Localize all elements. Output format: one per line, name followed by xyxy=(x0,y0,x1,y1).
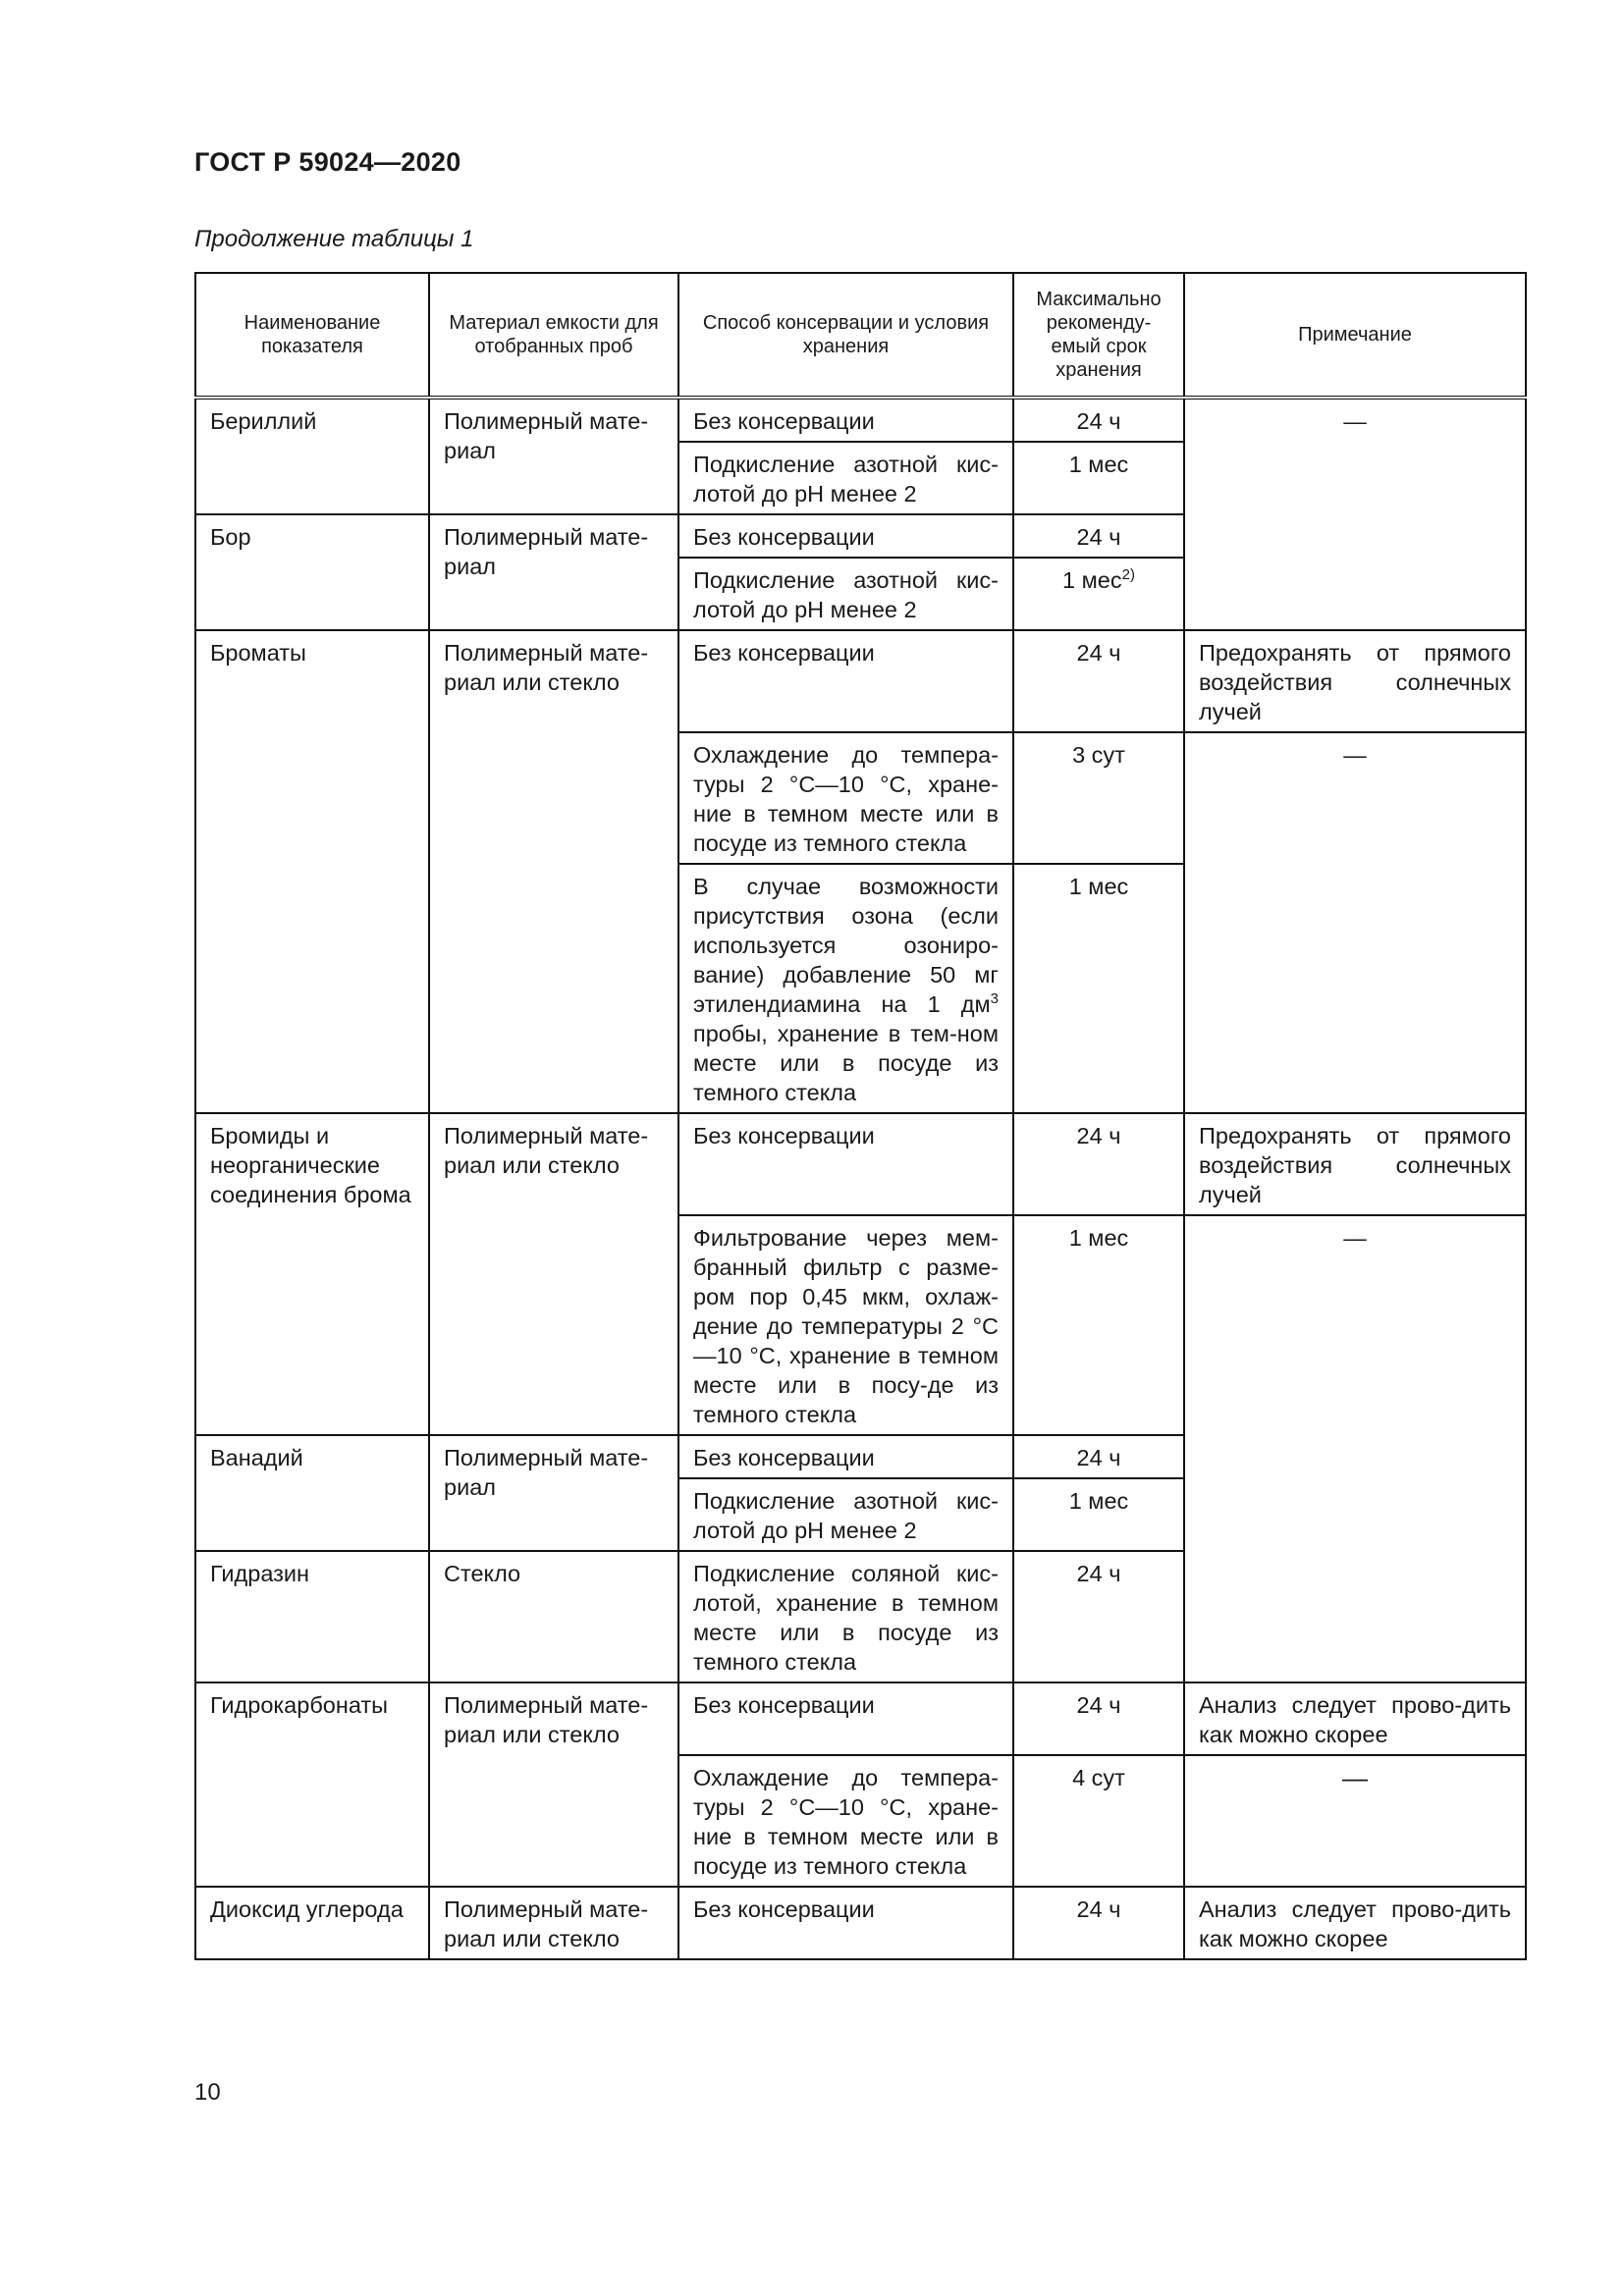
table-caption: Продолжение таблицы 1 xyxy=(194,226,474,252)
material-cell: Полимерный мате-риал или стекло xyxy=(429,630,678,1113)
method-cell: Подкисление азотной кис-лотой до pH менее 2 xyxy=(678,1478,1013,1551)
material-cell: Полимерный мате-риал xyxy=(429,398,678,514)
method-cell xyxy=(678,864,1013,1113)
method-cell: Без консервации xyxy=(678,1113,1013,1215)
note-cell: Анализ следует прово-дить как можно скорее xyxy=(1184,1887,1526,1959)
table-row xyxy=(195,1682,1526,1755)
method-cell: Без консервации xyxy=(678,398,1013,442)
method-cell: Подкисление соляной кис-лотой, хранение в темном месте или в посуде из темного стекла xyxy=(678,1551,1013,1682)
table-row xyxy=(195,398,1526,442)
storage-conditions-table xyxy=(194,272,1527,1960)
indicator-cell: Бромиды и неорганические соединения брома xyxy=(195,1113,429,1435)
note-cell: — xyxy=(1184,732,1526,1113)
material-cell: Полимерный мате-риал или стекло xyxy=(429,1113,678,1435)
method-text: В случае возможности присутствия озона (если используется озониро-вание) добавление 50 мг этилендиамина на 1 дм xyxy=(693,874,999,1017)
time-cell xyxy=(1013,558,1184,630)
header-preservation-method: Способ консервации и условия хранения xyxy=(678,273,1013,398)
method-cell: Без консервации xyxy=(678,1435,1013,1478)
method-cell: Подкисление азотной кис-лотой до pH менее 2 xyxy=(678,558,1013,630)
note-cell: — xyxy=(1184,1755,1526,1887)
method-cell: Охлаждение до темпера-туры 2 °С—10 °С, хране-ние в темном месте или в посуде из темного стекла xyxy=(678,1755,1013,1887)
note-cell: — xyxy=(1184,1215,1526,1682)
material-cell: Полимерный мате-риал xyxy=(429,1435,678,1551)
time-cell: 24 ч xyxy=(1013,1113,1184,1215)
method-cell: Охлаждение до темпера-туры 2 °С—10 °С, хране-ние в темном месте или в посуде из темного стекла xyxy=(678,732,1013,864)
time-cell: 1 мес xyxy=(1013,442,1184,514)
time-cell: 24 ч xyxy=(1013,1551,1184,1682)
time-cell: 24 ч xyxy=(1013,1435,1184,1478)
indicator-cell: Диоксид углерода xyxy=(195,1887,429,1959)
time-cell: 24 ч xyxy=(1013,1887,1184,1959)
time-value: 1 мес xyxy=(1062,567,1122,593)
table-row xyxy=(195,1113,1526,1215)
note-cell: Анализ следует прово-дить как можно скорее xyxy=(1184,1682,1526,1755)
header-note: Примечание xyxy=(1184,273,1526,398)
material-cell: Полимерный мате-риал xyxy=(429,514,678,630)
indicator-cell: Броматы xyxy=(195,630,429,1113)
indicator-cell: Гидрокарбонаты xyxy=(195,1682,429,1887)
time-cell: 24 ч xyxy=(1013,1682,1184,1755)
table-header-row xyxy=(195,273,1526,398)
footnote-mark: 2) xyxy=(1121,566,1135,584)
time-cell: 3 сут xyxy=(1013,732,1184,864)
method-cell: Без консервации xyxy=(678,514,1013,558)
method-cell: Без консервации xyxy=(678,1682,1013,1755)
time-cell: 4 сут xyxy=(1013,1755,1184,1887)
note-cell: Предохранять от прямого воздействия солнечных лучей xyxy=(1184,1113,1526,1215)
indicator-cell: Гидразин xyxy=(195,1551,429,1682)
time-cell: 24 ч xyxy=(1013,514,1184,558)
method-cell: Без консервации xyxy=(678,1887,1013,1959)
time-cell: 1 мес xyxy=(1013,1478,1184,1551)
method-cell: Без консервации xyxy=(678,630,1013,732)
header-container-material: Материал емкости для отобранных проб xyxy=(429,273,678,398)
time-cell: 1 мес xyxy=(1013,1215,1184,1435)
indicator-cell: Ванадий xyxy=(195,1435,429,1551)
method-text: пробы, хранение в тем-ном месте или в посуде из темного стекла xyxy=(693,1021,999,1105)
table-row xyxy=(195,630,1526,732)
method-cell: Фильтрование через мем-бранный фильтр с разме-ром пор 0,45 мкм, охлаж-дение до температуры 2 °С—10 °С, хранение в темном месте или в посу-де из темного стекла xyxy=(678,1215,1013,1435)
superscript: 3 xyxy=(990,990,999,1008)
material-cell: Полимерный мате-риал или стекло xyxy=(429,1682,678,1887)
note-cell: — xyxy=(1184,398,1526,630)
method-cell: Подкисление азотной кис-лотой до pH менее 2 xyxy=(678,442,1013,514)
indicator-cell: Бериллий xyxy=(195,398,429,514)
indicator-cell: Бор xyxy=(195,514,429,630)
time-cell: 24 ч xyxy=(1013,398,1184,442)
time-cell: 24 ч xyxy=(1013,630,1184,732)
page-number: 10 xyxy=(194,2079,221,2106)
table-row xyxy=(195,1887,1526,1959)
material-cell: Стекло xyxy=(429,1551,678,1682)
header-indicator: Наименование показателя xyxy=(195,273,429,398)
material-cell: Полимерный мате-риал или стекло xyxy=(429,1887,678,1959)
time-cell: 1 мес xyxy=(1013,864,1184,1113)
header-max-storage-time: Максимально рекоменду-емый срок хранения xyxy=(1013,273,1184,398)
note-cell: Предохранять от прямого воздействия солнечных лучей xyxy=(1184,630,1526,732)
document-title: ГОСТ Р 59024—2020 xyxy=(194,147,461,177)
